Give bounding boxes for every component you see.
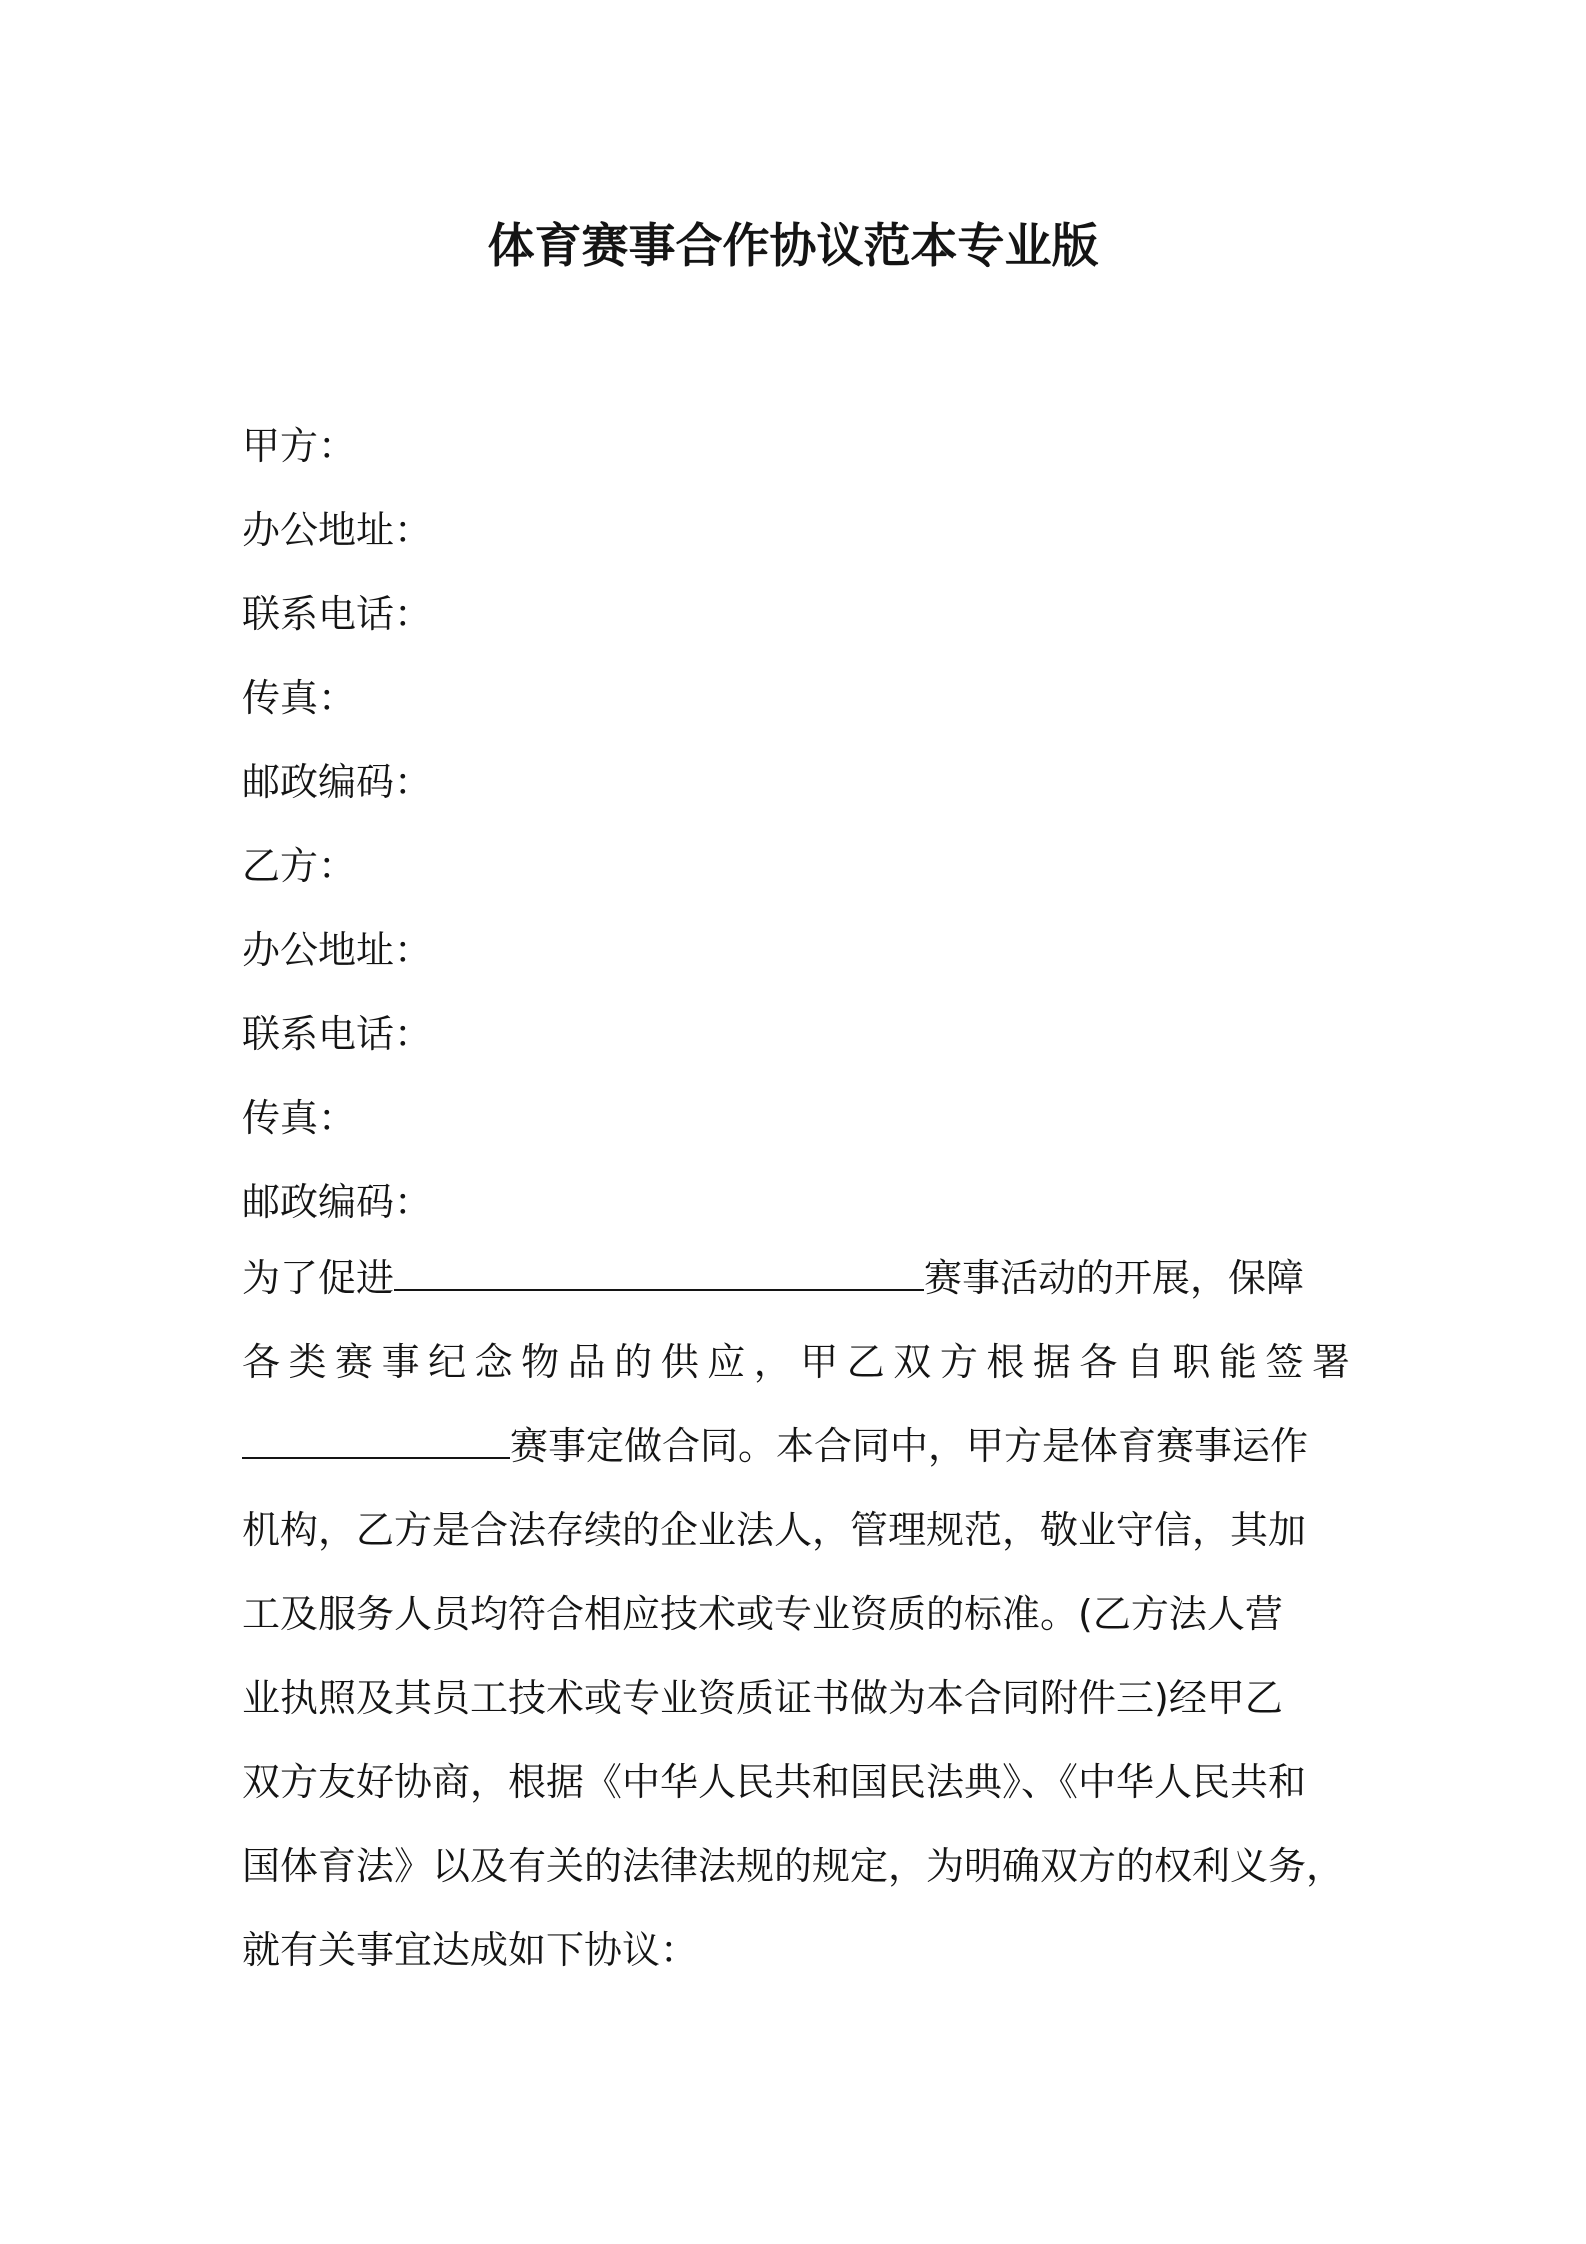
preamble-line: 工及服务人员均符合相应技术或专业资质的标准。(乙方法人营 (242, 1592, 1283, 1636)
party-a-address-label: 办公地址： (242, 508, 433, 552)
preamble-line: 就有关事宜达成如下协议： (242, 1928, 699, 1972)
fill-in-blank (394, 1251, 924, 1291)
preamble-line: 业执照及其员工技术或专业资质证书做为本合同附件三)经甲乙 (242, 1676, 1283, 1720)
preamble-line (242, 1236, 1350, 1320)
preamble-line: 双方友好协商，根据《中华人民共和国民法典》、《中华人民共和 (242, 1760, 1307, 1804)
party-a-name-label: 甲方： (242, 424, 357, 468)
party-info-section (242, 404, 1352, 1244)
party-a-fax-label: 传真： (242, 676, 357, 720)
party-a-postcode-label: 邮政编码： (242, 760, 433, 804)
document-title: 体育赛事合作协议范本专业版 (487, 219, 1099, 274)
party-b-postcode-label: 邮政编码： (242, 1180, 433, 1224)
party-b-fax-label: 传真： (242, 1096, 357, 1140)
party-b-address-label: 办公地址： (242, 928, 433, 972)
preamble-line: 各类赛事纪念物品的供应，甲乙双方根据各自职能签署 (242, 1340, 1350, 1384)
preamble-text: 为了促进 (242, 1256, 395, 1300)
preamble-line: 机构，乙方是合法存续的企业法人，管理规范，敬业守信，其加 (242, 1508, 1307, 1552)
agreement-preamble (242, 1236, 1350, 1992)
party-b-phone-label: 联系电话： (242, 1012, 433, 1056)
preamble-text: 赛事活动的开展，保障 (924, 1256, 1305, 1300)
preamble-line (242, 1404, 1350, 1488)
party-a-phone-label: 联系电话： (242, 592, 433, 636)
preamble-text: 赛事定做合同。本合同中，甲方是体育赛事运作 (510, 1424, 1309, 1468)
party-b-name-label: 乙方： (242, 844, 357, 888)
preamble-line: 国体育法》以及有关的法律法规的规定，为明确双方的权利义务， (242, 1844, 1345, 1888)
fill-in-blank (242, 1419, 510, 1459)
